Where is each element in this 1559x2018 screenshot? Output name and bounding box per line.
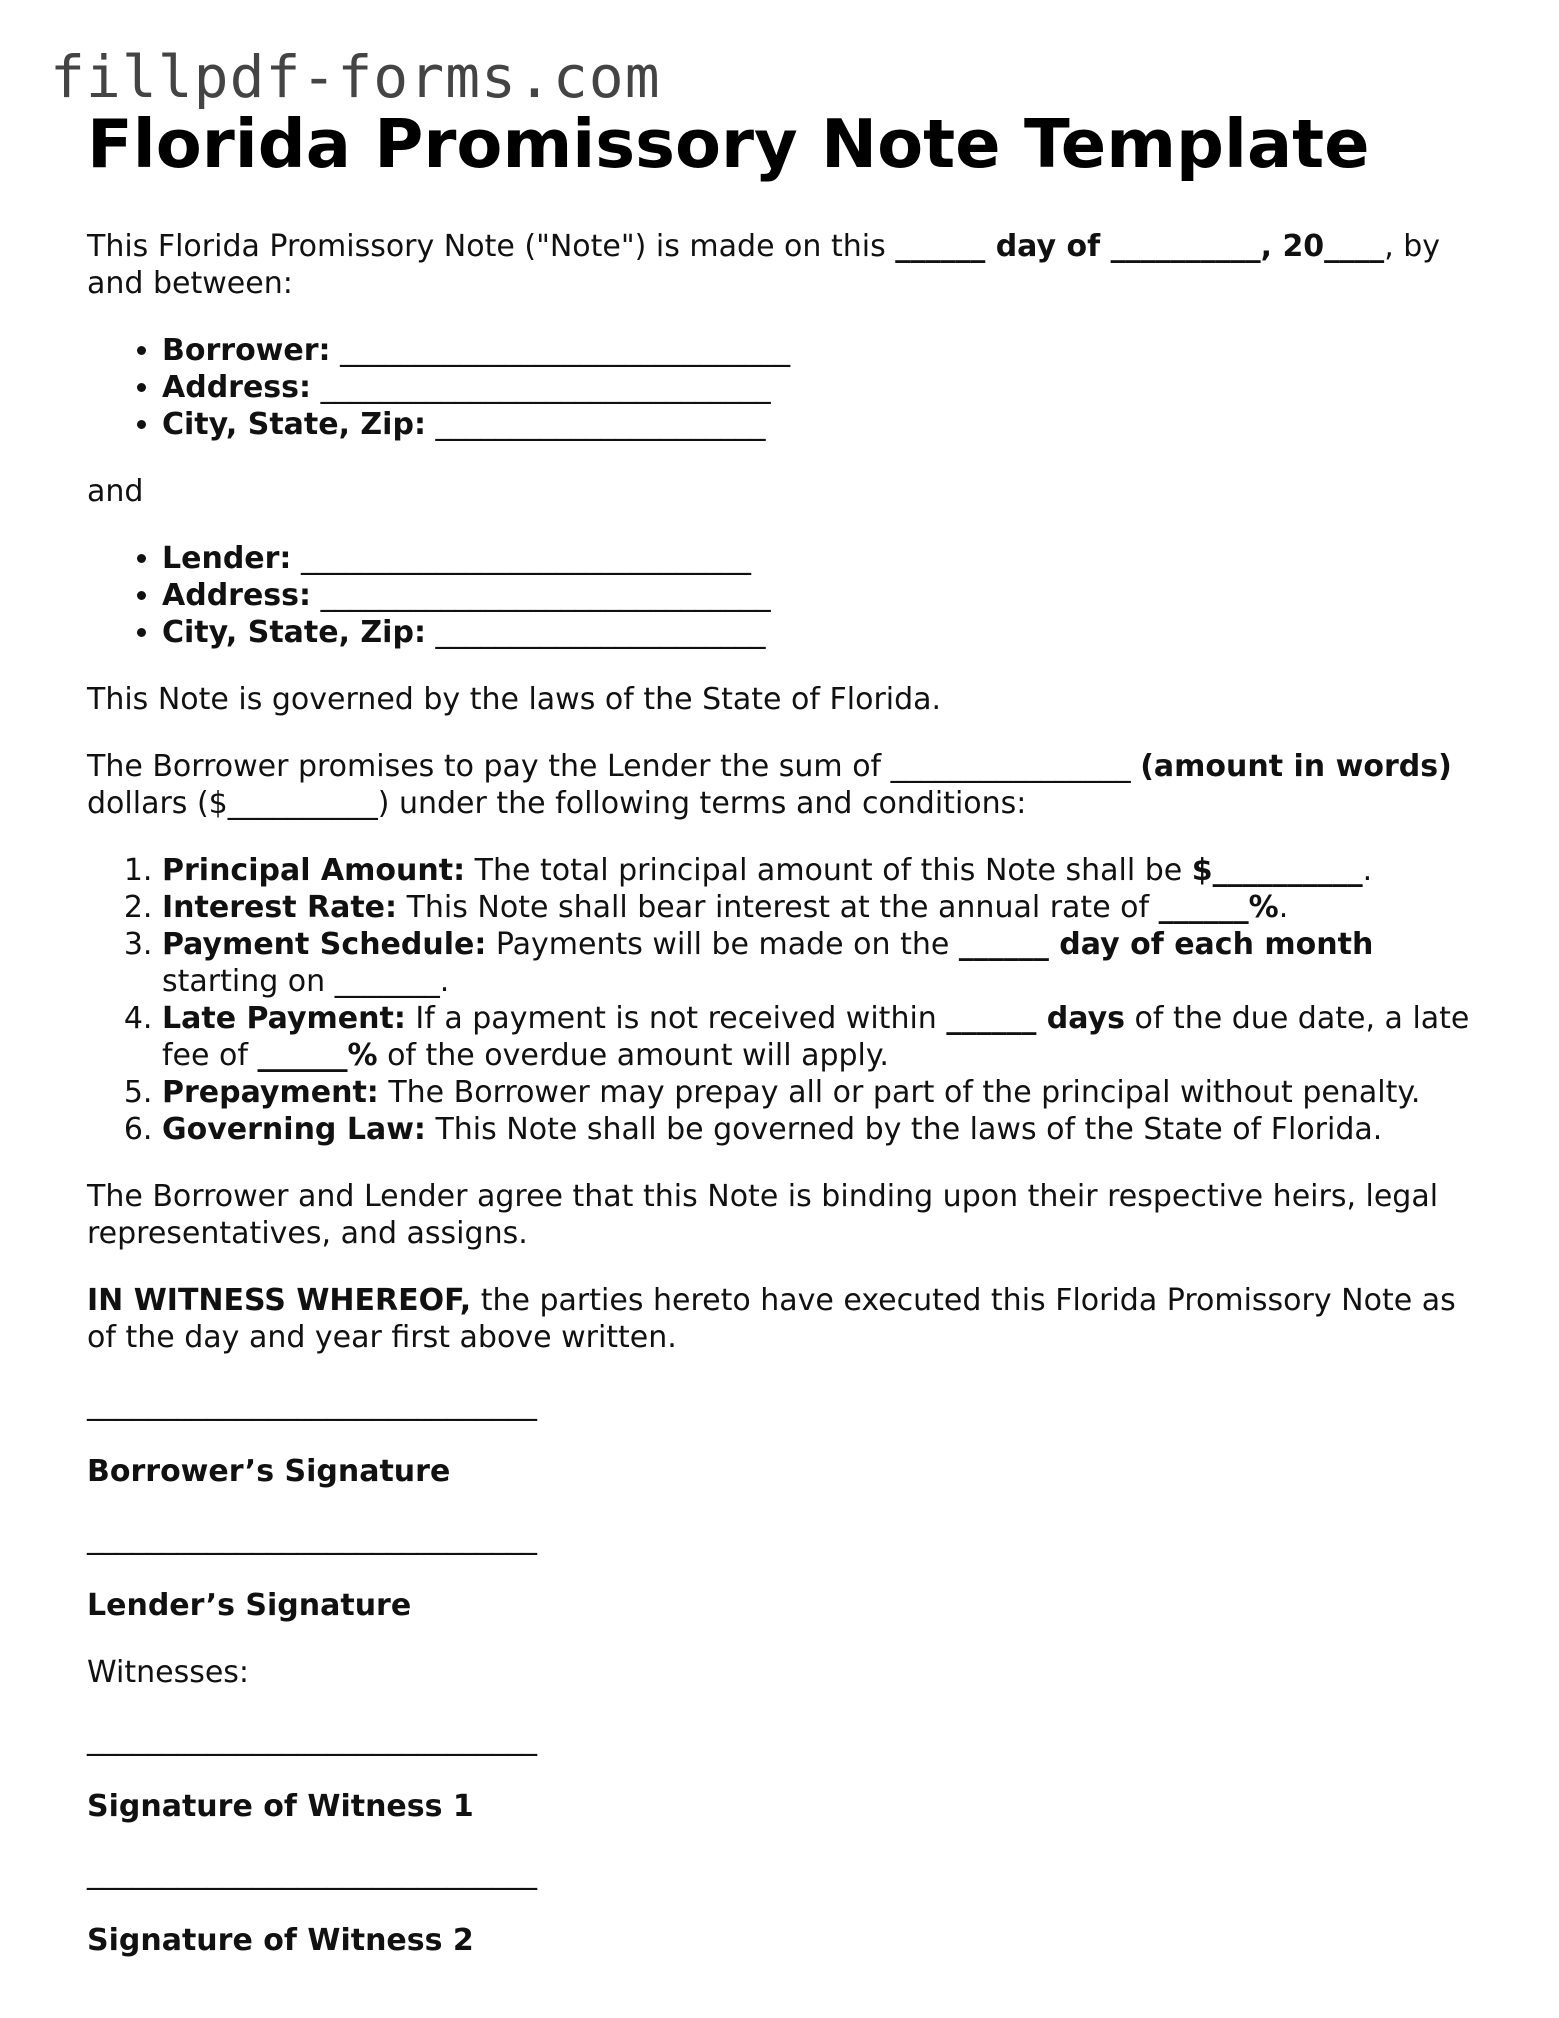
signature-label: Signature of Witness 2 (87, 1922, 474, 1958)
witness2-signature-label (87, 1922, 1487, 1959)
date-blank: ______ day of __________, 20____ (895, 228, 1385, 264)
field-blank: ______________________________ (340, 332, 791, 368)
amount-label: (amount in words) (1140, 748, 1452, 784)
term-interest-rate (162, 889, 1487, 926)
witness2-signature-line: ______________________________ (87, 1855, 537, 1891)
signature-label: Lender’s Signature (87, 1587, 412, 1623)
field-label: Lender: (162, 540, 292, 576)
term-principal-amount (162, 852, 1487, 889)
term-label: Interest Rate: (162, 889, 398, 925)
lender-fields-list (87, 540, 1487, 651)
signature-label: Borrower’s Signature (87, 1453, 451, 1489)
governed-paragraph: This Note is governed by the laws of the State of Florida. (87, 681, 942, 717)
borrower-address-field (162, 369, 1487, 406)
intro-text-before: This Florida Promissory Note ("Note") is made on this (87, 228, 896, 264)
term-text: Payments will be made on the (486, 926, 959, 962)
term-label: Governing Law: (162, 1111, 426, 1147)
field-label: Address: (162, 369, 312, 405)
term-tail: of the overdue amount will apply. (377, 1037, 889, 1073)
field-blank: ______________________________ (320, 577, 771, 613)
term-label: Late Payment: (162, 1000, 406, 1036)
field-label: Borrower: (162, 332, 331, 368)
lender-city-field (162, 614, 1487, 651)
field-blank: ______________________________ (320, 369, 771, 405)
term-text: If a payment is not received within (405, 1000, 947, 1036)
document-page (87, 105, 1487, 1959)
intro-paragraph (87, 228, 1477, 302)
field-label: City, State, Zip: (162, 614, 426, 650)
term-blank: ______% (257, 1037, 378, 1073)
witness-clause-bold: IN WITNESS WHEREOF, (87, 1282, 472, 1318)
site-watermark: fillpdf-forms.com (50, 43, 661, 111)
field-blank: ______________________ (435, 614, 766, 650)
borrower-fields-list (87, 332, 1487, 443)
witnesses-label: Witnesses: (87, 1654, 250, 1690)
witness1-signature-label (87, 1788, 1487, 1825)
borrower-signature-label (87, 1453, 1487, 1490)
term-label: Payment Schedule: (162, 926, 487, 962)
document-title: Florida Promissory Note Template (87, 105, 1370, 183)
term-text: This Note shall bear interest at the annual rate of (397, 889, 1159, 925)
lender-signature-label (87, 1587, 1487, 1624)
promise-text-after: dollars ($__________) under the following terms and conditions: (87, 785, 1027, 821)
term-text: This Note shall be governed by the laws of the State of Florida. (425, 1111, 1383, 1147)
borrower-city-field (162, 406, 1487, 443)
promise-paragraph (87, 748, 1487, 822)
term-blank: ______ days (946, 1000, 1125, 1036)
lender-signature-line: ______________________________ (87, 1520, 537, 1556)
witness-clause-text: the parties hereto have executed this Florida Promissory Note as of the day and year first above written. (87, 1282, 1456, 1355)
lender-address-field (162, 577, 1487, 614)
witness1-signature-line: ______________________________ (87, 1721, 537, 1757)
term-label: Prepayment: (162, 1074, 379, 1110)
term-blank: $__________ (1191, 852, 1363, 888)
witness-clause (87, 1282, 1487, 1356)
field-label: Address: (162, 577, 312, 613)
term-tail: starting on _______. (162, 963, 450, 999)
borrower-signature-line: ______________________________ (87, 1386, 537, 1422)
term-blank: ______ day of each month (958, 926, 1374, 962)
term-blank: ______% (1158, 889, 1279, 925)
term-late-payment (162, 1000, 1487, 1074)
term-text: The total principal amount of this Note shall be (465, 852, 1192, 888)
term-text: The Borrower may prepay all or part of the principal without penalty. (378, 1074, 1421, 1110)
field-blank: ______________________ (435, 406, 766, 442)
term-label: Principal Amount: (162, 852, 466, 888)
amount-blank: ________________ (890, 748, 1141, 784)
intro-text-after: , by and between: (87, 228, 1441, 301)
term-prepayment (162, 1074, 1487, 1111)
term-tail: . (1278, 889, 1289, 925)
lender-name-field (162, 540, 1487, 577)
field-blank: ______________________________ (300, 540, 751, 576)
and-text: and (87, 473, 144, 509)
binding-paragraph: The Borrower and Lender agree that this Note is binding upon their respective heirs, legal representatives, and assigns. (87, 1178, 1439, 1251)
promise-text-before: The Borrower promises to pay the Lender the sum of (87, 748, 891, 784)
term-payment-schedule (162, 926, 1487, 1000)
term-tail: of the due date, a late fee of (162, 1000, 1470, 1073)
field-label: City, State, Zip: (162, 406, 426, 442)
terms-list (87, 852, 1487, 1148)
signature-label: Signature of Witness 1 (87, 1788, 474, 1824)
term-governing-law (162, 1111, 1487, 1148)
term-tail: . (1362, 852, 1373, 888)
borrower-name-field (162, 332, 1487, 369)
